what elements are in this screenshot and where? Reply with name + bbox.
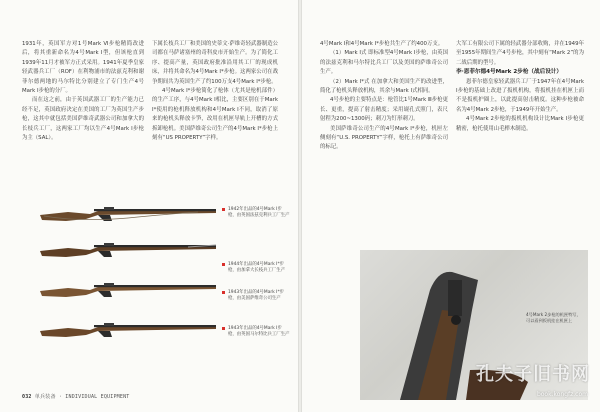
rifle-caption-4: 1943年出品的4号Mark I步枪，由英国马尔特比兵工厂生产 xyxy=(222,326,290,339)
rifle-illustration-4 xyxy=(38,320,218,340)
watermark-url: book.kongfz.com xyxy=(536,391,588,398)
paragraph: 4号步枪的主要特点是：枪管比1号Mark Ⅲ步枪更长、更重，提高了射击精度；采用觇孔式照门，表尺射程为200~1300码；刺刀为钉形刺刀。 xyxy=(320,97,448,123)
rifle-caption-2: 1944年出品的4号Mark I*步枪，由加拿大长枝兵工厂生产 xyxy=(222,262,290,275)
footer-section-title: 单兵装备 · INDIVIDUAL EQUIPMENT xyxy=(34,394,130,400)
right-column-1 xyxy=(320,40,448,153)
photo-caption: 4号Mark 2步枪的机匣特写，可以看到扳机挂在机匣上 xyxy=(526,312,581,323)
paragraph: 4号Mark I和4号Mark I*步枪共生产了约400万支。 xyxy=(320,41,444,47)
rifle-caption-3: 1943年出品的4号Mark I*步枪，由美国萨维奇公司生产 xyxy=(222,290,290,303)
paragraph: （2）Mark I*式 在加拿大和美国生产的改进型，简化了枪机头释放机构，其余与Mark I式相同。 xyxy=(320,78,448,95)
paragraph: 大军工有限公司下属的轻武器分部收购，并在1949年至1955年期间生产4号步枪，其中刻有“Mark 2”的为二战后期的型号。 xyxy=(456,41,584,66)
page-number: 032 xyxy=(22,394,32,400)
paragraph: 恩菲尔德皇家轻武器兵工厂于1947年在4号Mark I步枪的基础上改进了扳机机构，将扳机挂在机匣上而不是扳机护圈上，以此提高射击精度。这种步枪被命名为4号Mark 2步枪，于1949年开始生产。 xyxy=(456,78,584,113)
page-footer xyxy=(22,393,130,400)
rifle-illustration-2 xyxy=(38,240,218,260)
section-heading: 李·恩菲尔德4号Mark 2步枪（战后设计） xyxy=(456,69,562,76)
rifle-illustration-3 xyxy=(38,280,218,300)
paragraph: 4号Mark 2步枪的扳机机构设计比Mark I步枪更精密，枪托使用山毛榉木制造。 xyxy=(456,116,584,132)
paragraph: 下属长枝兵工厂和美国的史蒂文·萨维奇轻武器制造公司都在马萨诸塞州的奇科皮市开始生产。为了简化工序、提高产量，英国政府批准沿用其工厂的现成机床，并将其命名为4号Mark I*步枪。这两家公司在战争期间共为英国生产了约100万支4号Mark I*步枪。 xyxy=(152,41,278,85)
left-column-1 xyxy=(22,40,144,143)
paragraph: 1931年，英国军方对1号Mark Ⅵ步枪精简改进后，将其重新命名为4号Mark I型，但该枪直到1939年11月才被军方正式采用。1941年夏季皇家轻武器兵工厂（ROF）在利物浦市的法兹克利和谢菲尔德两地的马尔特比分别建立了专门生产4号Mark I步枪的分厂。 xyxy=(22,41,144,95)
watermark: 孔夫子旧书网 xyxy=(476,364,590,385)
rifle-caption-1: 1942年出品的4号Mark I步枪，由英国法兹克利兵工厂生产 xyxy=(222,207,290,220)
paragraph: （1）Mark I式 即标准型4号Mark I步枪，由英国的法兹克利和马尔特比兵工厂以及美国的萨维奇公司生产。 xyxy=(320,50,448,76)
paragraph: 而在这之前，由于英国武器工厂的生产能力已经不足，英国政府决定在美国的工厂为英国生产步枪，这其中就包括美国萨维奇武器公司和加拿大的长枝兵工厂，这两家工厂均以生产4号Mark I步枪为主（SAL）。 xyxy=(22,97,144,142)
left-column-2 xyxy=(152,40,278,143)
paragraph: 4号Mark I*步枪简化了枪体（尤其是枪机部件）的生产工序，与4号Mark I相比，主要区别在于Mark I*使用的枪机释放机构和4号Mark I不同，取消了原来的枪机头释放卡笋，改用在机匣导轨上开槽的方式拆卸枪机。美国萨维奇公司生产的4号Mark I*步枪上刻有“US PROPERTY”字样。 xyxy=(152,88,278,142)
book-gutter xyxy=(298,0,302,412)
paragraph: 美国萨维奇公司生产的4号Mark I*步枪，机匣左侧刻有“U.S. PROPERTY”字样，枪托上有萨维奇公司的标记。 xyxy=(320,125,448,151)
right-column-2 xyxy=(456,40,584,134)
rifle-illustration-1 xyxy=(38,204,218,224)
